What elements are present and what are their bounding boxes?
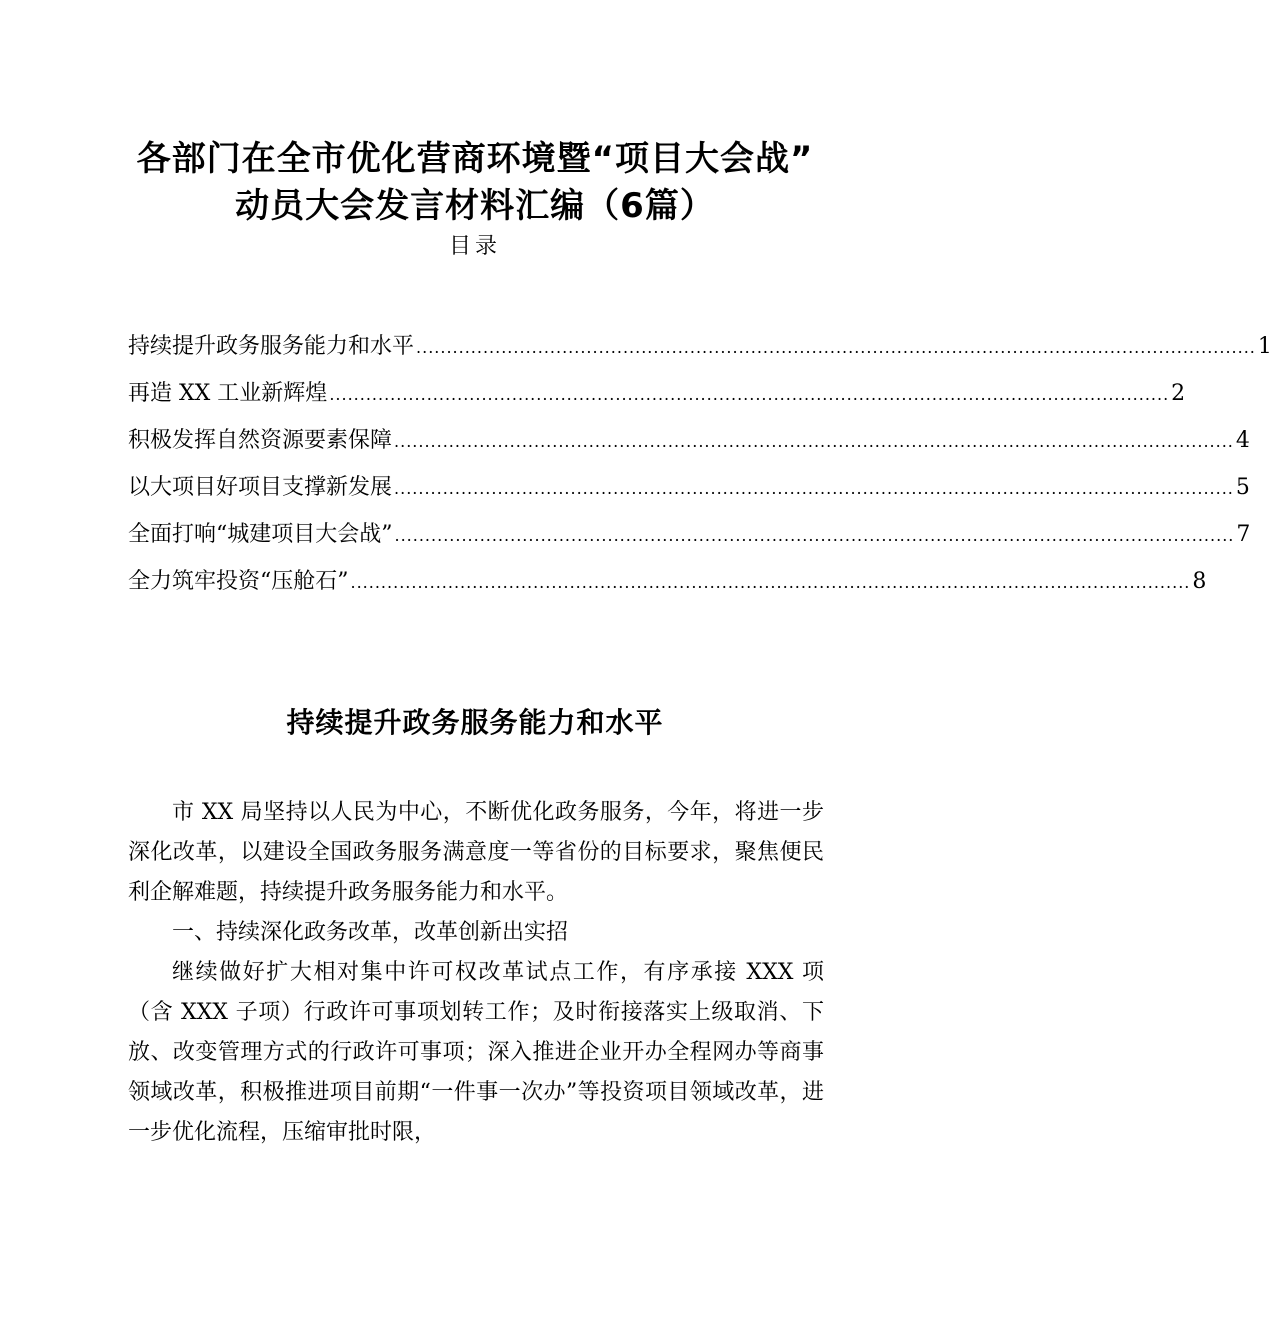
toc-entry[interactable] <box>128 331 1272 378</box>
toc-entry-label: 再造 XX 工业新辉煌 <box>128 381 328 406</box>
toc-entry[interactable] <box>128 472 1250 519</box>
body-paragraph: 继续做好扩大相对集中许可权改革试点工作，有序承接 XXX 项（含 XXX 子项）行政许可事项划转工作；及时衔接落实上级取消、下放、改变管理方式的行政许可事项；深入推进企业开办全程网办等商事领域改革，积极推进项目前期“一件事一次办”等投资项目领域改革，进一步优化流程，压缩审批时限， <box>128 960 824 1145</box>
section-title: 持续提升政务服务能力和水平 <box>286 706 664 739</box>
document-title-line1: 各部门在全市优化营商环境暨“项目大会战” <box>136 139 814 179</box>
toc-entry-page: 1 <box>1257 334 1272 359</box>
toc-entry[interactable] <box>128 425 1250 472</box>
toc-entry[interactable] <box>128 519 1251 566</box>
toc-entry-page: 8 <box>1192 569 1207 594</box>
toc-entry[interactable] <box>128 566 1207 613</box>
toc-leader-dots: .......................................................................................................................................... <box>394 526 1235 545</box>
toc-heading: 目录 <box>448 234 501 259</box>
toc-leader-dots: .......................................................................................................................................... <box>350 573 1191 592</box>
toc-entry-page: 7 <box>1236 522 1251 547</box>
toc-leader-dots: .......................................................................................................................................... <box>329 385 1170 404</box>
subheading-paragraph: 一、持续深化政务改革，改革创新出实招 <box>172 920 569 945</box>
document-title-line2: 动员大会发言材料汇编（6篇） <box>235 186 715 226</box>
toc-leader-dots: .......................................................................................................................................... <box>394 432 1234 451</box>
toc-leader-dots: .......................................................................................................................................... <box>394 479 1234 498</box>
toc-entry[interactable] <box>128 378 1186 425</box>
body-paragraph: 市 XX 局坚持以人民为中心，不断优化政务服务，今年，将进一步深化改革，以建设全国政务服务满意度一等省份的目标要求，聚焦便民利企解难题，持续提升政务服务能力和水平。 <box>128 800 824 905</box>
toc-entry-page: 5 <box>1235 475 1250 500</box>
toc-entry-label: 积极发挥自然资源要素保障 <box>128 428 393 453</box>
toc-entry-label: 全力筑牢投资“压舱石” <box>128 569 349 594</box>
toc-entry-page: 2 <box>1171 381 1186 406</box>
toc-entry-label: 持续提升政务服务能力和水平 <box>128 334 415 359</box>
toc-entry-page: 4 <box>1235 428 1250 453</box>
toc-leader-dots: .......................................................................................................................................... <box>416 338 1256 357</box>
table-of-contents <box>128 331 1272 613</box>
toc-entry-label: 全面打响“城建项目大会战” <box>128 522 393 547</box>
toc-entry-label: 以大项目好项目支撑新发展 <box>128 475 393 500</box>
